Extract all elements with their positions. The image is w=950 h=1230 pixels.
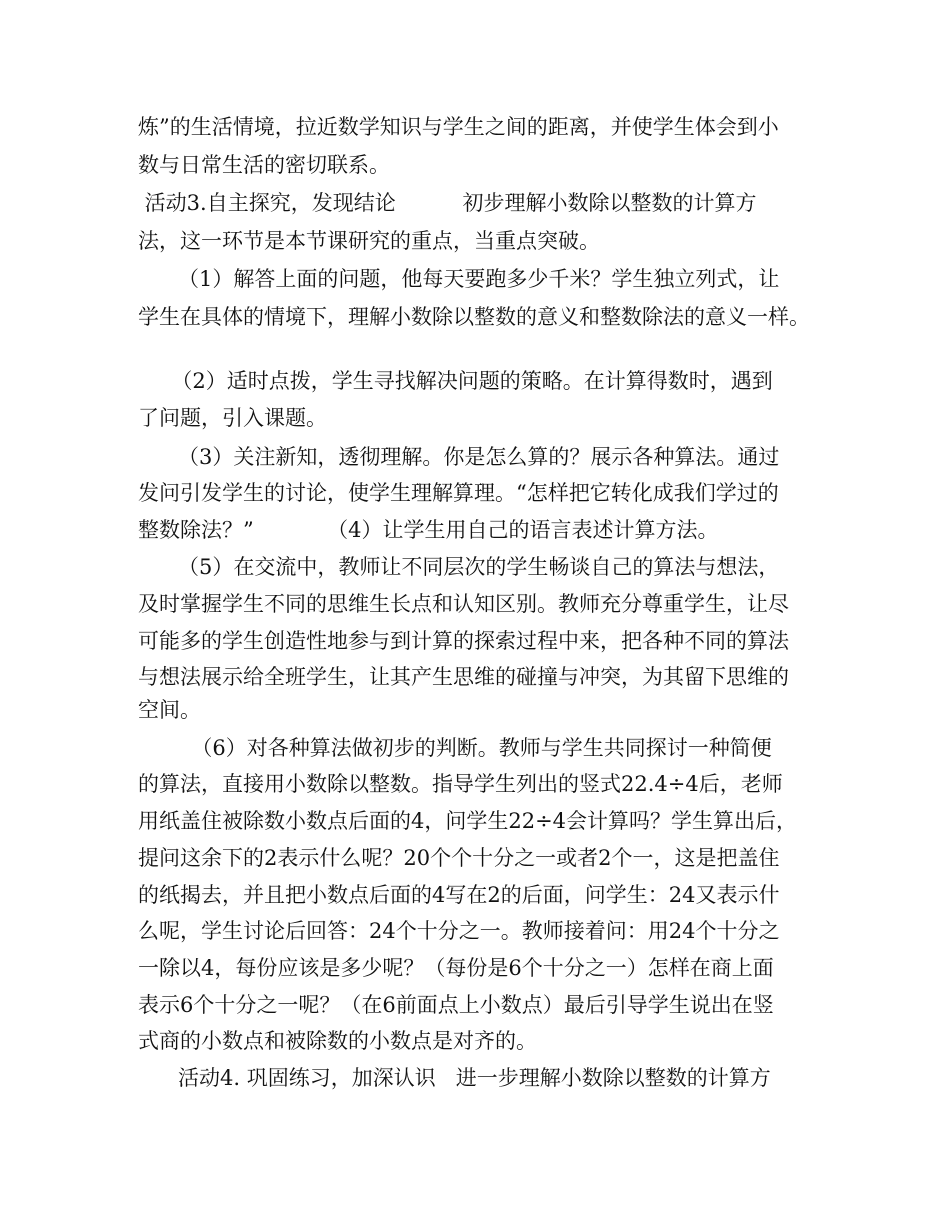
text-line-8: 了问题，引入课题。 [138, 406, 327, 430]
text-line-3: 活动3.自主探究，发现结论 初步理解小数除以整数的计算方 [138, 191, 757, 215]
text-line-9: （3）关注新知，透彻理解。你是怎么算的？展示各种算法。通过 [138, 445, 780, 469]
text-line-10: 发问引发学生的讨论，使学生理解算理。“怎样把它转化成我们学过的 [138, 481, 779, 505]
text-line-20: 提问这余下的2表示什么呢？20个个十分之一或者2个一，这是把盖住 [138, 846, 780, 870]
text-line-24: 表示6个十分之一呢？（在6前面点上小数点）最后引导学生说出在竖 [138, 993, 774, 1017]
text-line-19: 用纸盖住被除数小数点后面的4，问学生22÷4会计算吗？学生算出后， [138, 809, 798, 833]
text-line-15: 与想法展示给全班学生，让其产生思维的碰撞与冲突，为其留下思维的 [138, 665, 789, 689]
text-line-22: 么呢，学生讨论后回答：24个十分之一。教师接着问：用24个十分之 [138, 919, 780, 943]
text-line-18: 的算法，直接用小数除以整数。指导学生列出的竖式22.4÷4后，老师 [138, 772, 783, 796]
text-line-14: 可能多的学生创造性地参与到计算的探索过程中来，把各种不同的算法 [138, 629, 789, 653]
text-line-7: （2）适时点拨，学生寻找解决问题的策略。在计算得数时，遇到 [138, 369, 773, 393]
text-line-17: （6）对各种算法做初步的判断。教师与学生共同探讨一种简便 [138, 736, 772, 760]
text-line-25: 式商的小数点和被除数的小数点是对齐的。 [138, 1029, 537, 1053]
text-line-2: 数与日常生活的密切联系。 [138, 153, 390, 177]
text-line-26: 活动4. 巩固练习，加深认识 进一步理解小数除以整数的计算方 [138, 1066, 771, 1090]
text-line-1: 炼”的生活情境，拉近数学知识与学生之间的距离，并使学生体会到小 [138, 115, 779, 139]
text-line-6: 学生在具体的情境下，理解小数除以整数的意义和整数除法的意义一样。 [138, 305, 810, 329]
text-line-23: 一除以4，每份应该是多少呢？（每份是6个十分之一）怎样在商上面 [138, 956, 774, 980]
text-line-5: （1）解答上面的问题，他每天要跑多少千米？学生独立列式，让 [138, 267, 780, 291]
text-line-13: 及时掌握学生不同的思维生长点和认知区别。教师充分尊重学生，让尽 [138, 592, 789, 616]
text-line-4: 法，这一环节是本节课研究的重点，当重点突破。 [138, 229, 600, 253]
text-line-16: 空间。 [138, 698, 201, 722]
text-line-12: （5）在交流中，教师让不同层次的学生畅谈自己的算法与想法， [138, 555, 780, 579]
text-line-21: 的纸揭去，并且把小数点后面的4写在2的后面，问学生：24又表示什 [138, 883, 780, 907]
text-line-11: 整数除法？” （4）让学生用自己的语言表述计算方法。 [138, 518, 719, 542]
